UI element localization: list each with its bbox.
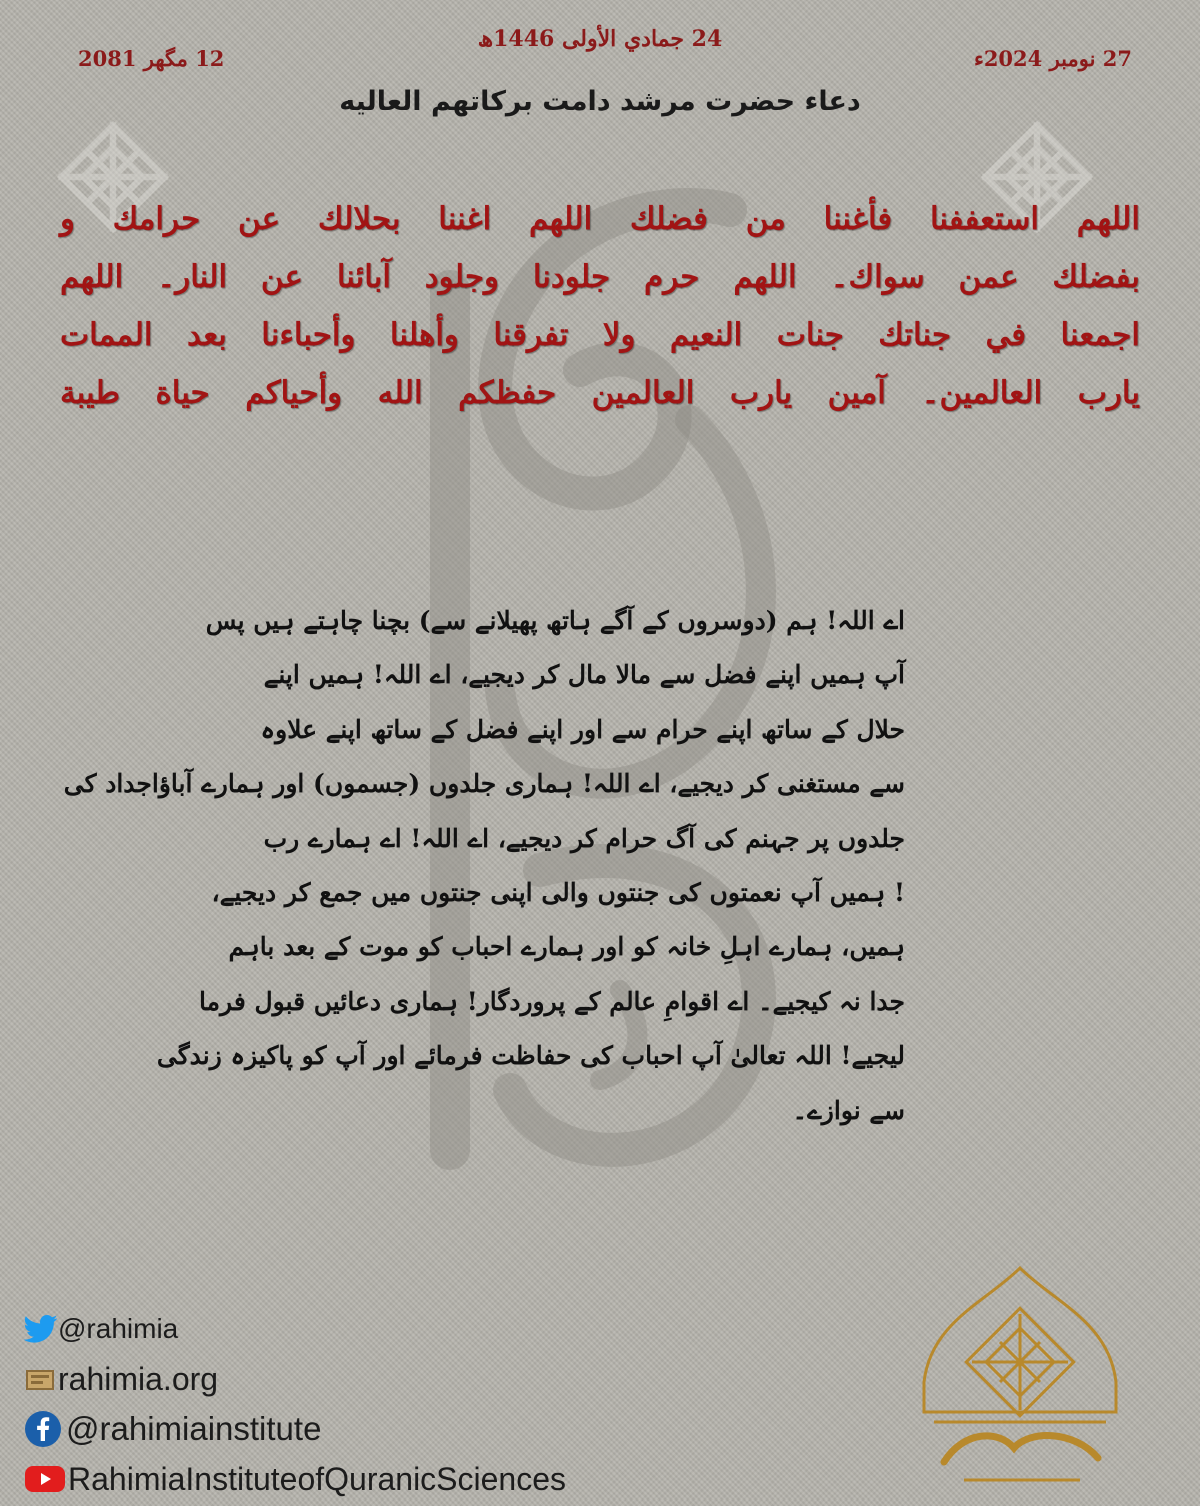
urdu-line: ہمیں، ہمارے اہلِ خانہ کو اور ہمارے احباب کو موت کے بعد باہم bbox=[228, 932, 905, 962]
arabic-prayer bbox=[60, 190, 1140, 422]
twitter-link[interactable] bbox=[24, 1306, 664, 1352]
social-links bbox=[24, 1306, 664, 1506]
urdu-line: جلدوں پر جہنم کی آگ حرام کر دیجیے، اے اللہ! اے ہمارے رب bbox=[263, 823, 905, 853]
gregorian-date: 27 نومبر 2024ء bbox=[973, 46, 1132, 71]
facebook-icon bbox=[24, 1410, 62, 1448]
arabic-line: اللهم استعففنا فأغننا من فضلك اللهم اغننا بحلالك عن حرامك و bbox=[60, 201, 1140, 237]
urdu-line: آپ ہمیں اپنے فضل سے مالا مال کر دیجیے، اے اللہ! ہمیں اپنے bbox=[263, 660, 905, 690]
twitter-handle: @rahimia bbox=[58, 1313, 179, 1344]
facebook-link[interactable] bbox=[24, 1406, 664, 1452]
urdu-line: ! ہمیں آپ نعمتوں کی جنتوں والی اپنی جنتوں میں جمع کر دیجیے، bbox=[211, 878, 905, 908]
twitter-bird-icon bbox=[24, 1314, 58, 1344]
urdu-line: اے اللہ! ہم (دوسروں کے آگے ہاتھ پھیلانے سے) بچنا چاہتے ہیں پس bbox=[205, 606, 905, 635]
hijri-date: 24 جمادي الأولى 1446ھ bbox=[477, 26, 723, 52]
web-icon bbox=[24, 1365, 58, 1393]
bikrami-date: 12 مگھر 2081 bbox=[78, 46, 225, 71]
rahimia-institute-logo bbox=[904, 1262, 1136, 1492]
urdu-line: سے مستغنی کر دیجیے، اے اللہ! ہماری جلدوں (جسموں) اور ہمارے آباؤاجداد کی bbox=[63, 769, 905, 799]
prayer-title: دعاء حضرت مرشد دامت برکاتهم العاليه bbox=[339, 86, 861, 117]
arabic-line: اجمعنا في جناتك جنات النعيم ولا تفرقنا وأهلنا وأحباءنا بعد الممات bbox=[60, 317, 1140, 353]
youtube-link[interactable] bbox=[24, 1456, 664, 1502]
youtube-icon bbox=[24, 1464, 66, 1494]
arabic-line: بفضلك عمن سواك۔ اللهم حرم جلودنا وجلود آبائنا عن النار۔ اللهم bbox=[60, 259, 1140, 295]
urdu-translation bbox=[63, 594, 905, 1138]
website-url: rahimia.org bbox=[58, 1360, 219, 1397]
urdu-line: حلال کے ساتھ اپنے حرام سے اور اپنے فضل کے ساتھ اپنے علاوہ bbox=[260, 714, 905, 744]
facebook-handle: @rahimiainstitute bbox=[66, 1410, 322, 1447]
arabic-line: يارب العالمين۔ آمين يارب العالمين حفظكم الله وأحياكم حياة طيبة bbox=[60, 375, 1140, 411]
urdu-line: سے نوازے۔ bbox=[792, 1095, 905, 1125]
urdu-line: جدا نہ کیجیے۔ اے اقوامِ عالم کے پروردگار! ہماری دعائیں قبول فرما bbox=[199, 986, 905, 1016]
youtube-channel: RahimiaInstituteofQuranicSciences bbox=[68, 1460, 567, 1497]
website-link[interactable] bbox=[24, 1356, 664, 1402]
urdu-line: لیجیے! اللہ تعالیٰ آپ احباب کی حفاظت فرمائے اور آپ کو پاکیزہ زندگی bbox=[156, 1041, 905, 1071]
